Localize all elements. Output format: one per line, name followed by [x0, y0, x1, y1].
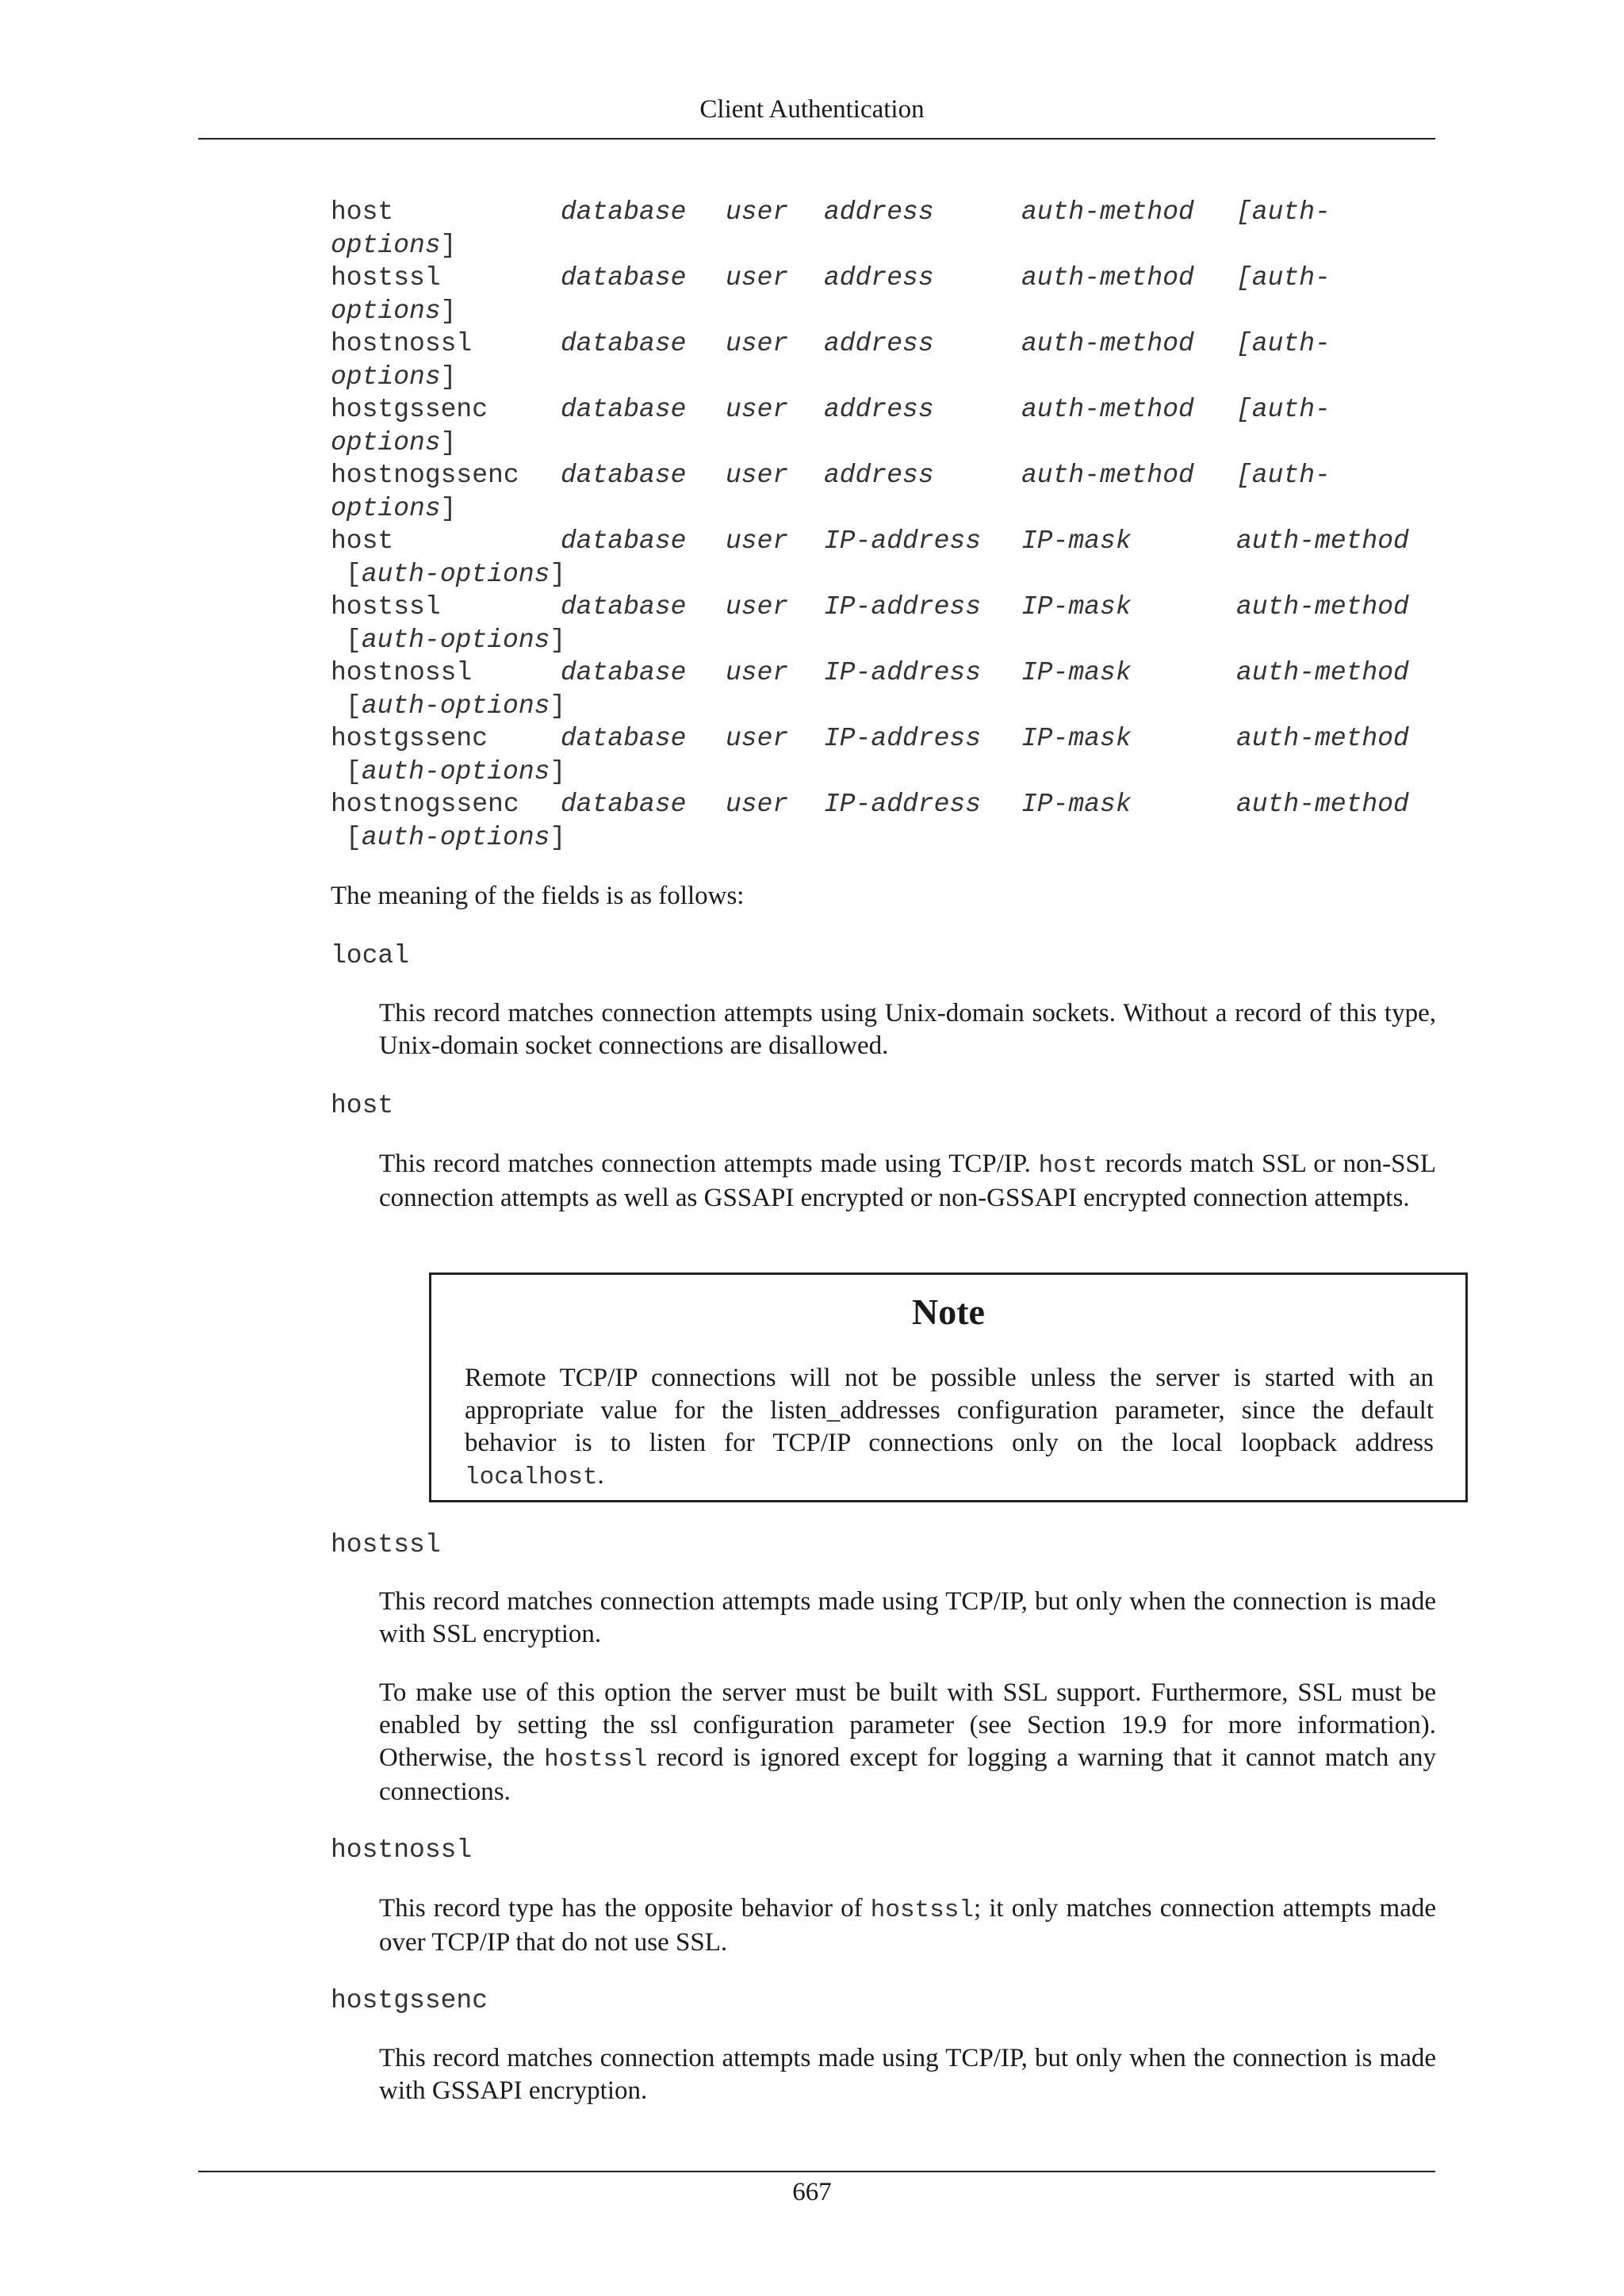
- definition-hostssl-p2: [379, 1677, 1436, 1808]
- user-field: user: [726, 461, 789, 490]
- synopsis-line: [331, 591, 1409, 624]
- auth-options-field: options: [331, 230, 441, 260]
- record-format-synopsis: [331, 196, 1409, 854]
- synopsis-wrap-line: [331, 295, 457, 328]
- auth-method-field: auth-method: [1236, 526, 1409, 556]
- definition-text: ; it only matches connection attempts made over TCP/IP that do not use SSL.: [379, 1894, 1436, 1957]
- bracket: [: [346, 625, 362, 655]
- page-number: 667: [792, 2178, 832, 2206]
- auth-method-field: auth-method: [1236, 592, 1409, 622]
- inline-code: localhost: [465, 1464, 598, 1491]
- ip-address-field: IP-address: [824, 592, 982, 622]
- running-header: Client Authentication: [699, 95, 925, 124]
- record-type: hostgssenc: [331, 724, 488, 753]
- address-field: address: [824, 395, 934, 424]
- auth-method-field: auth-method: [1236, 658, 1409, 687]
- record-type: hostnossl: [331, 658, 473, 687]
- auth-options-field: auth-options: [361, 625, 550, 655]
- record-type: host: [331, 526, 394, 556]
- definition-text: This record type has the opposite behavior of: [379, 1894, 871, 1923]
- ip-address-field: IP-address: [824, 790, 982, 819]
- synopsis-line: [331, 788, 1409, 821]
- synopsis-wrap-line: [331, 361, 457, 394]
- database-field: database: [561, 197, 687, 227]
- note-text: Remote TCP/IP connections will not be possible unless the server is started with an appropriate value for the listen_addresses configuration parameter, since the default behavior is to listen for TCP/IP connections only on the local loopback address: [465, 1364, 1434, 1457]
- term-host: host: [331, 1091, 394, 1120]
- ip-mask-field: IP-mask: [1021, 526, 1132, 556]
- definition-text: record is ignored except for logging a warning that it cannot match any connections.: [379, 1743, 1436, 1806]
- synopsis-wrap-line: [331, 756, 566, 789]
- bracket: ]: [550, 625, 566, 655]
- ip-mask-field: IP-mask: [1021, 790, 1132, 819]
- auth-method-field: auth-method: [1236, 724, 1409, 753]
- synopsis-wrap-line: [331, 624, 566, 657]
- definition-local: This record matches connection attempts using Unix-domain sockets. Without a record of this type, Unix-domain socket connections are disallowed.: [379, 999, 1436, 1060]
- bracket: ]: [550, 559, 566, 589]
- footer-rule: [198, 2171, 1435, 2172]
- bracket: [: [346, 691, 362, 721]
- database-field: database: [561, 790, 687, 819]
- inline-code: hostssl: [544, 1746, 648, 1774]
- database-field: database: [561, 395, 687, 424]
- ip-address-field: IP-address: [824, 724, 982, 753]
- inline-code: hostssl: [870, 1896, 974, 1924]
- definition-text: records match SSL or non-SSL connection attempts as well as GSSAPI encrypted or non-GSSAPI encrypted connection attempts.: [379, 1150, 1436, 1212]
- user-field: user: [726, 526, 789, 556]
- user-field: user: [726, 658, 789, 687]
- synopsis-wrap-line: [331, 821, 566, 855]
- bracket: [: [346, 822, 362, 852]
- database-field: database: [561, 461, 687, 490]
- database-field: database: [561, 263, 687, 293]
- auth-options-field: [auth-: [1236, 329, 1331, 358]
- bracket: ]: [440, 362, 457, 392]
- ip-mask-field: IP-mask: [1021, 724, 1132, 753]
- record-type: host: [331, 197, 394, 227]
- auth-options-field: auth-options: [361, 756, 550, 786]
- auth-options-field: auth-options: [361, 559, 550, 589]
- record-type: hostgssenc: [331, 395, 488, 424]
- synopsis-line: [331, 722, 1409, 756]
- record-type: hostssl: [331, 592, 441, 622]
- bracket: ]: [550, 691, 566, 721]
- inline-code: host: [1038, 1152, 1098, 1180]
- ip-address-field: IP-address: [824, 526, 982, 556]
- synopsis-line: [331, 459, 1331, 492]
- definition-text: This record matches connection attempts made using TCP/IP.: [379, 1150, 1039, 1178]
- user-field: user: [726, 724, 789, 753]
- record-type: hostssl: [331, 263, 441, 293]
- user-field: user: [726, 263, 789, 293]
- database-field: database: [561, 592, 687, 622]
- ip-mask-field: IP-mask: [1021, 658, 1132, 687]
- term-hostssl: hostssl: [331, 1530, 441, 1559]
- auth-options-field: options: [331, 296, 441, 326]
- definition-hostnossl: [379, 1892, 1436, 1959]
- term-hostnossl: hostnossl: [331, 1835, 473, 1865]
- address-field: address: [824, 263, 934, 293]
- bracket: ]: [550, 822, 566, 852]
- ip-mask-field: IP-mask: [1021, 592, 1132, 622]
- user-field: user: [726, 329, 789, 358]
- auth-method-field: auth-method: [1021, 395, 1194, 424]
- bracket: [: [346, 559, 362, 589]
- note-body: [465, 1362, 1434, 1494]
- auth-options-field: options: [331, 427, 441, 457]
- user-field: user: [726, 395, 789, 424]
- database-field: database: [561, 658, 687, 687]
- user-field: user: [726, 197, 789, 227]
- definition-hostgssenc: This record matches connection attempts made using TCP/IP, but only when the connection is made with GSSAPI encryption.: [379, 2044, 1436, 2105]
- bracket: ]: [440, 493, 457, 523]
- synopsis-line: [331, 196, 1331, 229]
- auth-options-field: [auth-: [1236, 263, 1331, 293]
- bracket: ]: [440, 427, 457, 457]
- synopsis-line: [331, 262, 1331, 295]
- definition-hostssl-p1: This record matches connection attempts made using TCP/IP, but only when the connection is made with SSL encryption.: [379, 1587, 1436, 1648]
- record-type: hostnogssenc: [331, 461, 519, 490]
- address-field: address: [824, 461, 934, 490]
- bracket: ]: [440, 230, 457, 260]
- intro-paragraph: The meaning of the fields is as follows:: [331, 882, 745, 910]
- synopsis-line: [331, 393, 1331, 427]
- synopsis-wrap-line: [331, 492, 457, 526]
- term-local: local: [331, 941, 410, 970]
- synopsis-wrap-line: [331, 427, 457, 460]
- synopsis-line: [331, 656, 1409, 690]
- synopsis-wrap-line: [331, 558, 566, 591]
- bracket: ]: [550, 756, 566, 786]
- note-box: [429, 1272, 1468, 1502]
- address-field: address: [824, 329, 934, 358]
- bracket: ]: [440, 296, 457, 326]
- synopsis-line: [331, 327, 1331, 361]
- note-text: .: [597, 1461, 604, 1490]
- auth-method-field: auth-method: [1021, 329, 1194, 358]
- term-hostgssenc: hostgssenc: [331, 1986, 488, 2015]
- database-field: database: [561, 526, 687, 556]
- database-field: database: [561, 329, 687, 358]
- auth-options-field: options: [331, 493, 441, 523]
- auth-options-field: [auth-: [1236, 461, 1331, 490]
- ip-address-field: IP-address: [824, 658, 982, 687]
- user-field: user: [726, 592, 789, 622]
- synopsis-wrap-line: [331, 690, 566, 723]
- auth-method-field: auth-method: [1236, 790, 1409, 819]
- auth-method-field: auth-method: [1021, 263, 1194, 293]
- record-type: hostnogssenc: [331, 790, 519, 819]
- address-field: address: [824, 197, 934, 227]
- header-rule: [198, 138, 1435, 140]
- auth-options-field: auth-options: [361, 691, 550, 721]
- auth-method-field: auth-method: [1021, 461, 1194, 490]
- auth-options-field: options: [331, 362, 441, 392]
- definition-host: [379, 1148, 1436, 1215]
- synopsis-wrap-line: [331, 229, 457, 262]
- record-type: hostnossl: [331, 329, 473, 358]
- auth-method-field: auth-method: [1021, 197, 1194, 227]
- synopsis-line: [331, 525, 1409, 558]
- auth-options-field: [auth-: [1236, 395, 1331, 424]
- user-field: user: [726, 790, 789, 819]
- auth-options-field: auth-options: [361, 822, 550, 852]
- bracket: [: [346, 756, 362, 786]
- database-field: database: [561, 724, 687, 753]
- definition-text: To make use of this option the server must be built with SSL support. Furthermore, SSL must be enabled by setting the ssl configuration parameter (see Section 19.9 for more information). Otherwise, the: [379, 1678, 1436, 1772]
- note-title: Note: [912, 1292, 985, 1332]
- auth-options-field: [auth-: [1236, 197, 1331, 227]
